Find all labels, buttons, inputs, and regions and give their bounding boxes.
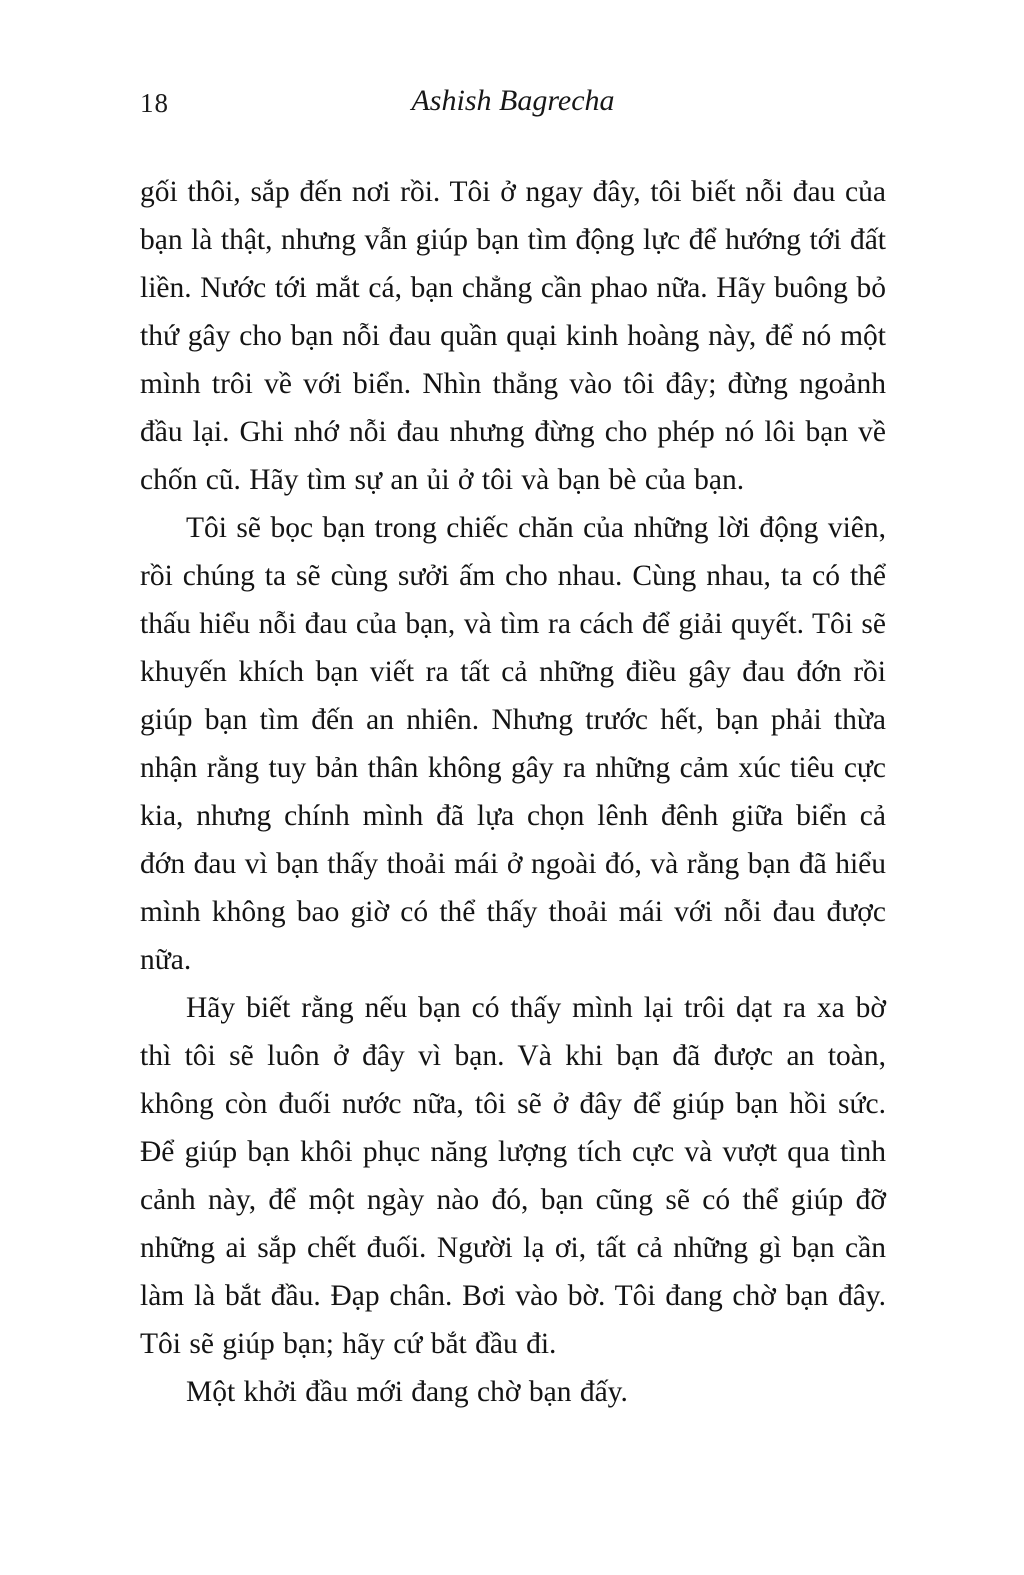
page-number: 18 — [140, 88, 169, 118]
page-body-text — [140, 168, 886, 1416]
paragraph: Hãy biết rằng nếu bạn có thấy mình lại trôi dạt ra xa bờ thì tôi sẽ luôn ở đây vì bạn. Và khi bạn đã được an toàn, không còn đuối nước nữa, tôi sẽ ở đây để giúp bạn hồi sức. Để giúp bạn khôi phục năng lượng tích cực và vượt qua tình cảnh này, để một ngày nào đó, bạn cũng sẽ có thể giúp đỡ những ai sắp chết đuối. Người lạ ơi, tất cả những gì bạn cần làm là bắt đầu. Đạp chân. Bơi vào bờ. Tôi đang chờ bạn đây. Tôi sẽ giúp bạn; hãy cứ bắt đầu đi. — [140, 992, 886, 1360]
running-header — [140, 84, 886, 124]
paragraph-continuation: gối thôi, sắp đến nơi rồi. Tôi ở ngay đây, tôi biết nỗi đau của bạn là thật, nhưng vẫn giúp bạn tìm động lực để hướng tới đất liền. Nước tới mắt cá, bạn chẳng cần phao nữa. Hãy buông bỏ thứ gây cho bạn nỗi đau quần quại kinh hoàng này, để nó một mình trôi về với biển. Nhìn thẳng vào tôi đây; đừng ngoảnh đầu lại. Ghi nhớ nỗi đau nhưng đừng cho phép nó lôi bạn về chốn cũ. Hãy tìm sự an ủi ở tôi và bạn bè của bạn. — [140, 176, 886, 496]
running-title-author: Ashish Bagrecha — [411, 84, 615, 117]
paragraph: Tôi sẽ bọc bạn trong chiếc chăn của những lời động viên, rồi chúng ta sẽ cùng sưởi ấm cho nhau. Cùng nhau, ta có thể thấu hiểu nỗi đau của bạn, và tìm ra cách để giải quyết. Tôi sẽ khuyến khích bạn viết ra tất cả những điều gây đau đớn rồi giúp bạn tìm đến an nhiên. Nhưng trước hết, bạn phải thừa nhận rằng tuy bản thân không gây ra những cảm xúc tiêu cực kia, nhưng chính mình đã lựa chọn lênh đênh giữa biển cả đớn đau vì bạn thấy thoải mái ở ngoài đó, và rằng bạn đã hiểu mình không bao giờ có thể thấy thoải mái với nỗi đau được nữa. — [140, 512, 886, 976]
paragraph-closing: Một khởi đầu mới đang chờ bạn đấy. — [186, 1376, 628, 1408]
